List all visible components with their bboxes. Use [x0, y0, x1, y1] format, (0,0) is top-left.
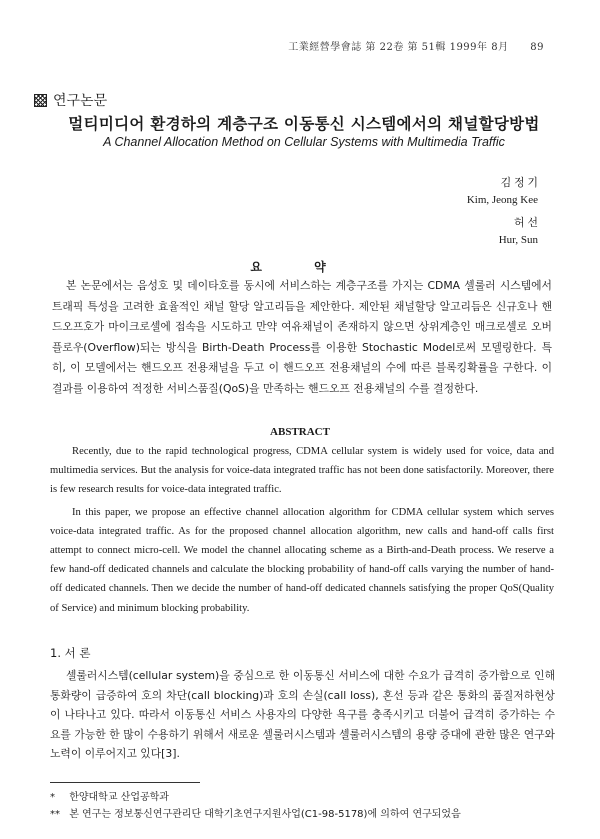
author-1-english: Kim, Jeong Kee	[466, 194, 538, 206]
section-tag	[34, 90, 107, 110]
abstract-heading: ABSTRACT	[270, 426, 330, 438]
introduction-text: 셀룰러시스템(cellular system)을 중심으로 한 이동통신 서비스에 대한 수요가 급격히 증가함으로 인해 통화량이 급증하여 호의 차단(call blocking)과 호의 손실(call loss), 혼선 등과 같은 통화의 품질저하현상이 나타나고 있다. 따라서 이동통신 서비스 사용자의 다양한 욕구를 충족시키고 더불어 급격히 증가하는 수요를 가능한 한 많이 수용하기 위해서 새로운 셀룰러시스템과 셀룰러시스템의 용량 증대에 관한 많은 연구와 노력이 이루어지고 있다[3].	[50, 669, 555, 760]
introduction-heading: 1. 서 론	[50, 646, 91, 660]
footnote-2	[50, 806, 570, 823]
footnote-2-text: 본 연구는 정보통신연구관리단 대학기초연구지원사업(C1-98-5178)에 의하여 연구되었음	[69, 809, 461, 820]
page-number: 89	[530, 42, 544, 53]
hatched-box-icon	[34, 94, 47, 107]
section-tag-label: 연구논문	[53, 93, 108, 109]
footnote-1	[50, 789, 570, 806]
journal-citation: 工業經營學會誌 第 22卷 第 51輯 1999年 8月	[288, 42, 509, 53]
journal-header	[288, 38, 544, 53]
footnote-1-text: 한양대학교 산업공학과	[69, 792, 169, 803]
korean-abstract-heading: 요 약	[250, 260, 350, 274]
korean-abstract-body	[52, 276, 552, 399]
paper-title-korean: 멀티미디어 환경하의 계층구조 이동통신 시스템에서의 채널할당방법	[68, 115, 540, 133]
abstract-paragraph-2: In this paper, we propose an effective channel allocation algorithm for CDMA cellular system which serves voice-data integrated traffic. As for the proposed channel allocation algorithm, new calls and hand-off calls first attempt to connect micro-cell. We model the channel allocating scheme as a Birth-and-Death process. We reserve a few hand-off dedicated channels and calculate the blocking probability of hand-off calls varying the number of hand-off dedicated channels. Then we decide the number of hand-off dedicated channels satisfying the proper QoS(Quality of Service) and minimum blocking probability.	[50, 506, 554, 614]
footnote-2-mark: **	[50, 809, 60, 820]
footnote-divider	[50, 782, 200, 783]
introduction-body	[50, 666, 555, 764]
author-1-korean: 김 정 기	[500, 177, 538, 189]
footnotes	[50, 789, 570, 823]
author-2-korean: 허 선	[513, 217, 538, 229]
author-2-english: Hur, Sun	[498, 234, 538, 246]
footnote-1-mark: *	[50, 792, 55, 803]
english-abstract-body	[50, 442, 554, 621]
paper-title-english: A Channel Allocation Method on Cellular Systems with Multimedia Traffic	[103, 135, 505, 149]
korean-abstract-text: 본 논문에서는 음성호 및 데이타호를 동시에 서비스하는 계층구조를 가지는 CDMA 셀룰러 시스템에서 트래픽 특성을 고려한 효율적인 채널 할당 알고리듬을 제안한다. 제안된 채널할당 알고리듬은 신규호나 핸드오프호가 마이크로셀에 접속을 시도하고 만약 여유채널이 존재하지 않으면 상위계층인 매크로셀로 오버플로우(Overflow)되는 방식을 Birth-Death Process를 이용한 Stochastic Model로써 모델링한다. 특히, 이 모델에서는 핸드오프 전용채널을 두고 이 핸드오프 전용채널의 수에 따른 블록킹확률을 구한다. 이 결과를 이용하여 적정한 서비스품질(QoS)을 만족하는 핸드오프 전용채널의 수를 결정한다.	[52, 279, 552, 395]
abstract-paragraph-1: Recently, due to the rapid technological progress, CDMA cellular system is widely used for voice, data and multimedia services. But the analysis for voice-data integrated traffic has not been done satisfactorily. Moreover, there is few research results for voice-data integrated traffic.	[50, 446, 554, 496]
